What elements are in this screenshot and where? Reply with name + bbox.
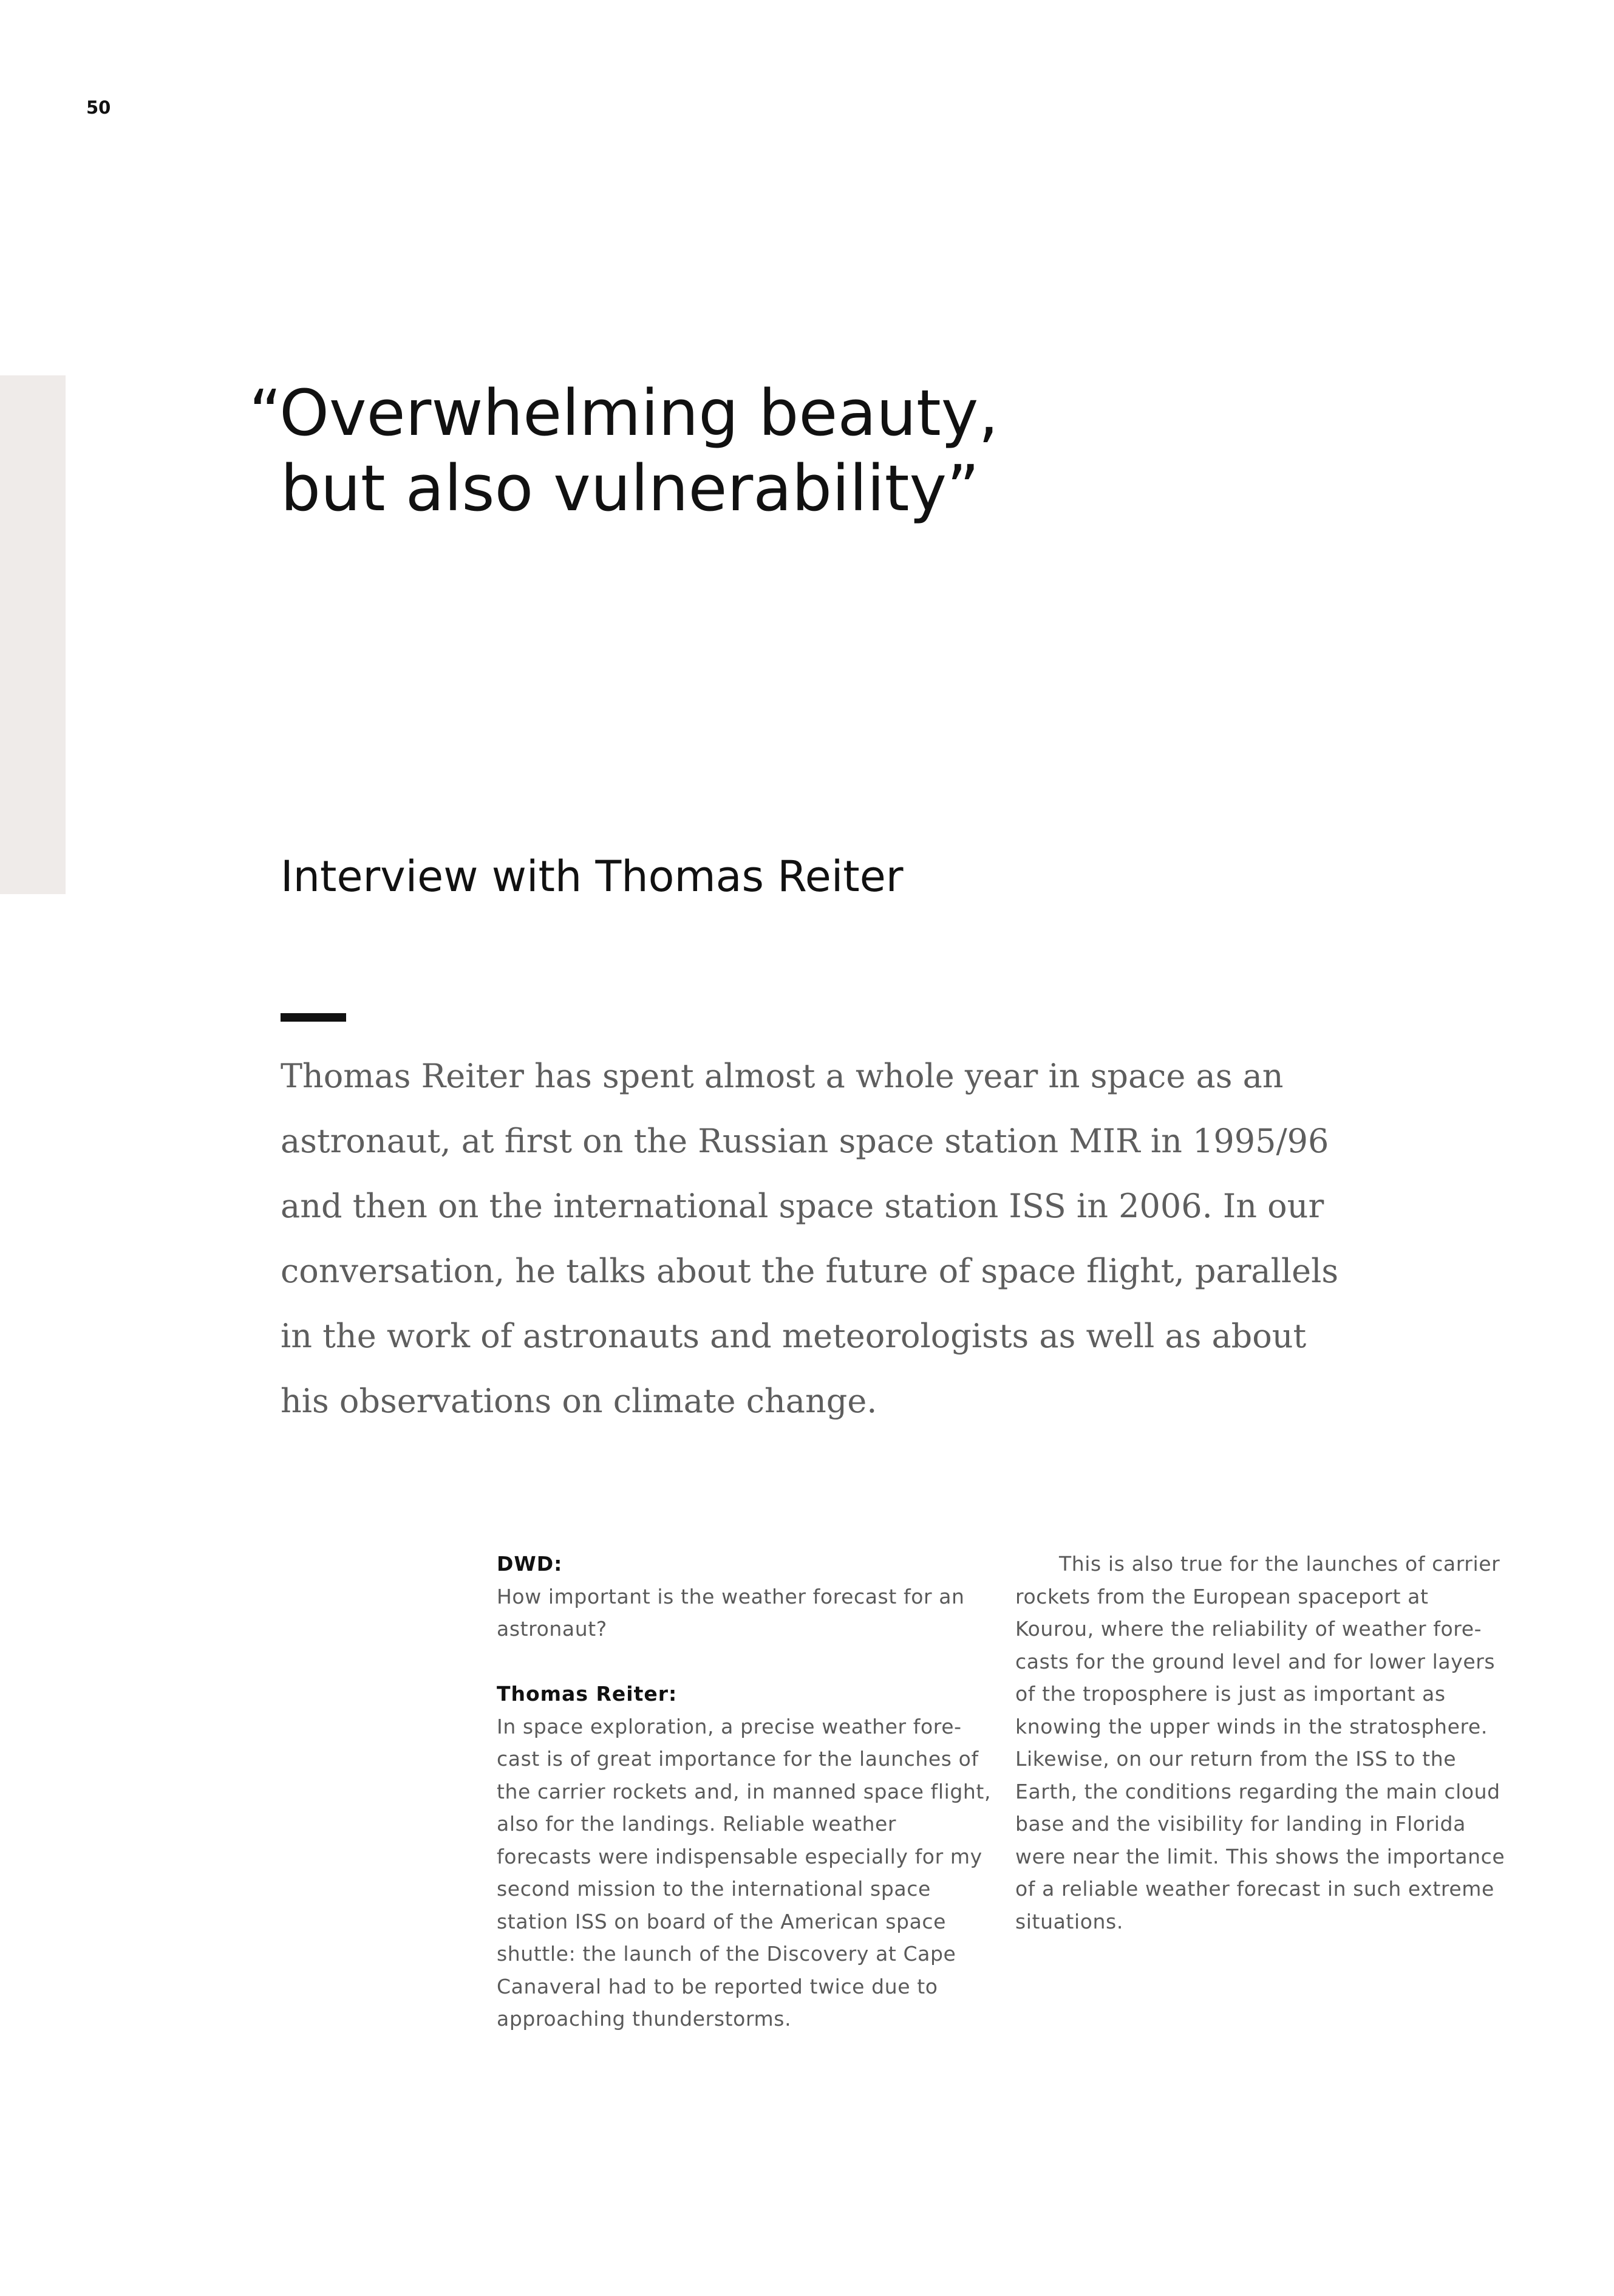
interview-column-left [497,1548,995,2035]
answer-continued-text: This is also true for the launches of carrier rockets from the European spaceport at Kourou, where the reliability of weather fore-casts for the ground level and for lower layers of the troposphere is just as important as knowing the upper winds in the stratosphere. Likewise, on our return from the ISS to the Earth, the conditions regarding the main cloud base and the visibility for landing in Florida were near the limit. This shows the importance of a reliable weather forecast in such extreme situations. [1015,1552,1505,1933]
section-rule [281,1013,346,1022]
lead-paragraph: Thomas Reiter has spent almost a whole year in space as an astronaut, at first on the Russian space station MIR in 1995/96 and then on the international space station ISS in 2006. In our conversation, he talks about the future of space flight, parallels in the work of astronauts and meteorologists as well as about his observations on climate change. [281,1057,1339,1420]
article-subtitle: Interview with Thomas Reiter [281,852,904,901]
answer-speaker: Thomas Reiter: [497,1682,678,1706]
question-speaker: DWD: [497,1552,563,1576]
page-number: 50 [86,97,111,118]
question-text: How important is the weather forecast for an astronaut? [497,1584,965,1641]
article-title-line-2: but also vulnerability” [281,451,979,525]
answer-text: In space exploration, a precise weather fore-cast is of great importance for the launches of the carrier rockets and, in manned space flight, also for the landings. Reliable weather forecasts were indispensable especially for my second mission to the international space station ISS on board of the American space shuttle: the launch of the Discovery at Cape Canaveral had to be reported twice due to approaching thunderstorms. [497,1714,992,2031]
article-title [249,375,998,526]
article-title-line-1: “Overwhelming beauty, [249,376,999,450]
side-accent-band [0,375,66,894]
interview-column-right [1015,1548,1513,1938]
